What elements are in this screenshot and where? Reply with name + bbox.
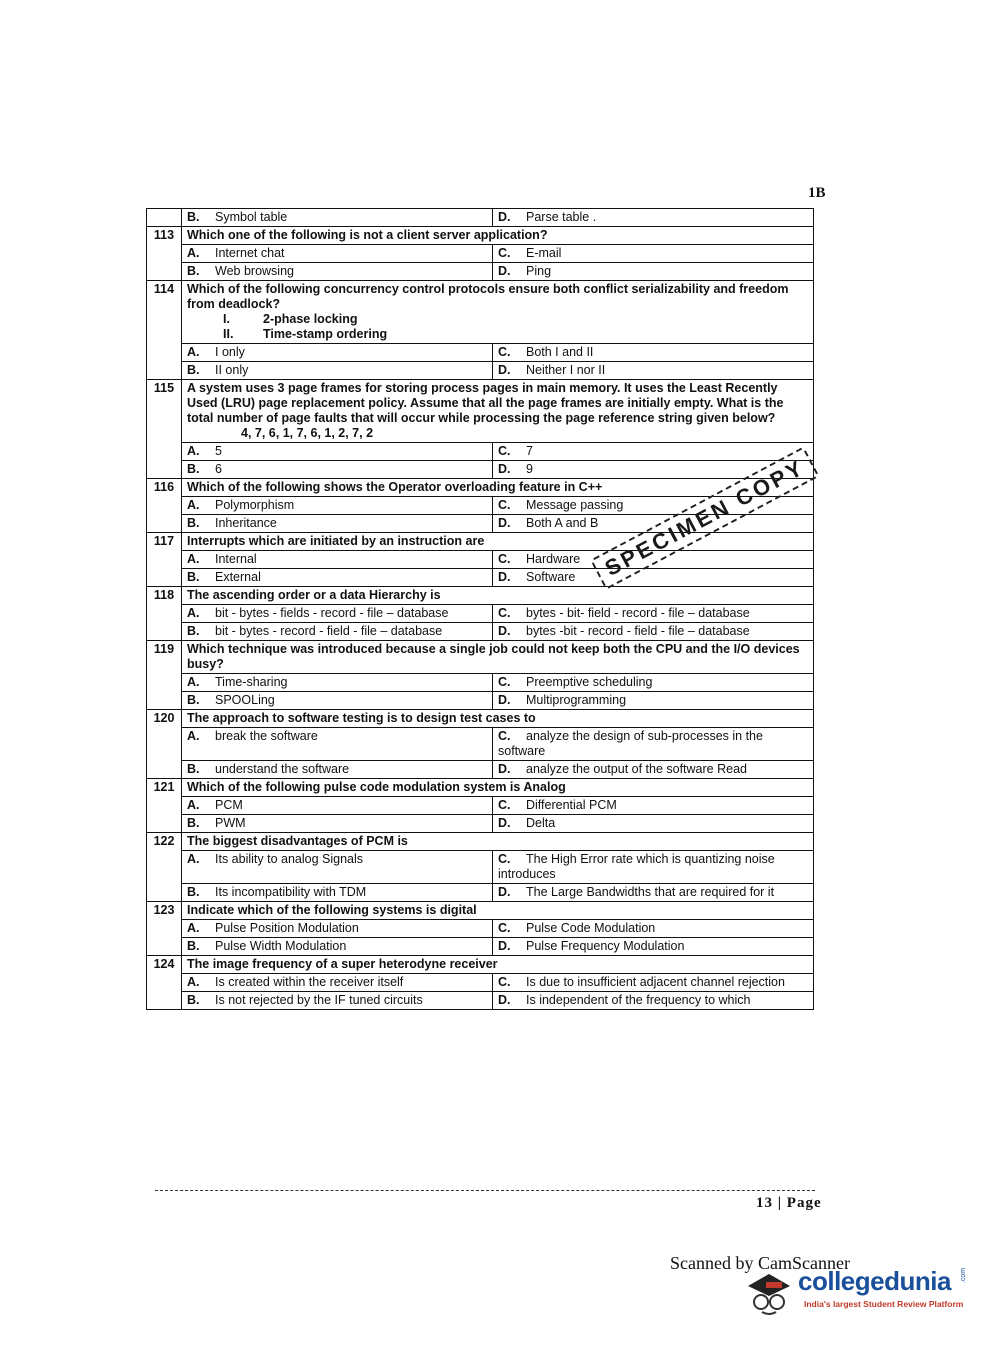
option-text: Inheritance	[215, 516, 277, 530]
option-label: D.	[498, 624, 511, 638]
answer-option	[182, 245, 493, 263]
option-label: A.	[187, 345, 200, 359]
option-label: C.	[498, 729, 511, 743]
option-row	[147, 623, 814, 641]
option-row	[147, 344, 814, 362]
option-label: D.	[498, 264, 511, 278]
question-number: 118	[147, 587, 182, 641]
option-row	[147, 938, 814, 956]
option-row	[147, 245, 814, 263]
answer-option	[182, 728, 493, 761]
option-text: Both A and B	[526, 516, 599, 530]
question-number: 119	[147, 641, 182, 710]
answer-option	[493, 623, 814, 641]
option-row	[147, 992, 814, 1010]
question-stem: Which of the following pulse code modulation system is Analog	[187, 780, 566, 794]
answer-option	[493, 974, 814, 992]
option-text: The High Error rate which is quantizing noise introduces	[498, 852, 775, 881]
option-label: C.	[498, 852, 511, 866]
answer-option	[182, 344, 493, 362]
answer-option	[182, 674, 493, 692]
question-row	[147, 902, 814, 920]
option-text: Delta	[526, 816, 556, 830]
answer-option	[182, 569, 493, 587]
option-label: C.	[498, 246, 511, 260]
question-stem: Indicate which of the following systems is digital	[187, 903, 477, 917]
option-label: B.	[187, 363, 200, 377]
option-text: Is due to insufficient adjacent channel rejection	[526, 975, 785, 989]
question-row	[147, 956, 814, 974]
question-text	[182, 641, 814, 674]
option-text: Pulse Width Modulation	[215, 939, 347, 953]
option-label: D.	[498, 570, 511, 584]
option-label: B.	[187, 939, 200, 953]
question-row	[147, 710, 814, 728]
question-number: 116	[147, 479, 182, 533]
question-row	[147, 281, 814, 344]
answer-option	[493, 884, 814, 902]
option-text: II only	[215, 363, 249, 377]
option-text: 9	[526, 462, 533, 476]
answer-option	[493, 362, 814, 380]
question-stem: The approach to software testing is to design test cases to	[187, 711, 536, 725]
answer-option	[182, 692, 493, 710]
page-number: 13 | Page	[756, 1195, 822, 1211]
option-text: Ping	[526, 264, 552, 278]
question-row	[147, 587, 814, 605]
option-row	[147, 692, 814, 710]
question-row	[147, 641, 814, 674]
option-row	[147, 362, 814, 380]
option-label: D.	[498, 462, 511, 476]
option-row	[147, 728, 814, 761]
answer-option	[493, 728, 814, 761]
question-row	[147, 227, 814, 245]
answer-option	[493, 245, 814, 263]
question-number: 113	[147, 227, 182, 281]
option-label: C.	[498, 552, 511, 566]
option-label: B.	[187, 693, 200, 707]
option-label: D.	[498, 363, 511, 377]
answer-option	[493, 443, 814, 461]
option-label: A.	[187, 498, 200, 512]
option-text: Web browsing	[215, 264, 294, 278]
question-stem: The biggest disadvantages of PCM is	[187, 834, 408, 848]
question-stem: The image frequency of a super heterodyne receiver	[187, 957, 498, 971]
option-text: analyze the design of sub-processes in the software	[498, 729, 763, 758]
option-text: bit - bytes - fields - record - file – database	[215, 606, 449, 620]
option-text: Its incompatibility with TDM	[215, 885, 367, 899]
option-text: Internal	[215, 552, 257, 566]
option-text: bytes - bit- field - record - file – database	[526, 606, 750, 620]
question-number: 122	[147, 833, 182, 902]
answer-option	[493, 344, 814, 362]
option-label: B.	[187, 516, 200, 530]
question-number: 114	[147, 281, 182, 380]
option-text: Hardware	[526, 552, 581, 566]
option-label: B.	[187, 624, 200, 638]
option-text: Is independent of the frequency to which	[526, 993, 751, 1007]
answer-option	[182, 761, 493, 779]
answer-option	[493, 992, 814, 1010]
answer-option	[182, 497, 493, 515]
answer-option	[182, 263, 493, 281]
option-text: Differential PCM	[526, 798, 617, 812]
question-number: 120	[147, 710, 182, 779]
answer-option	[182, 515, 493, 533]
answer-option	[182, 920, 493, 938]
answer-option	[493, 815, 814, 833]
option-row	[147, 674, 814, 692]
option-label: D.	[498, 693, 511, 707]
option-label: A.	[187, 729, 200, 743]
question-text	[182, 227, 814, 245]
option-label: B.	[187, 264, 200, 278]
option-text: Polymorphism	[215, 498, 295, 512]
option-row	[147, 569, 814, 587]
answer-option	[182, 362, 493, 380]
question-text	[182, 902, 814, 920]
option-text: SPOOLing	[215, 693, 275, 707]
option-row	[147, 263, 814, 281]
question-number: 121	[147, 779, 182, 833]
option-row	[147, 851, 814, 884]
question-number: 117	[147, 533, 182, 587]
option-row	[147, 761, 814, 779]
option-b: B. Symbol table	[182, 209, 493, 227]
option-text: Multiprogramming	[526, 693, 627, 707]
question-stem: Which of the following concurrency control protocols ensure both conflict serializability and freedom from deadlock?	[187, 282, 789, 311]
scanner-watermark: Scanned by CamScanner	[670, 1253, 850, 1273]
option-label: B.	[187, 885, 200, 899]
logo-tagline: India's largest Student Review Platform	[804, 1299, 964, 1309]
logo-suffix: .com	[960, 1267, 968, 1284]
answer-option	[493, 761, 814, 779]
option-label: C.	[498, 675, 511, 689]
option-row	[147, 884, 814, 902]
option-text: analyze the output of the software Read	[526, 762, 747, 776]
option-row	[147, 443, 814, 461]
question-stem: A system uses 3 page frames for storing process pages in main memory. It uses the Least Recently Used (LRU) page replacement policy. Assume that all the page frames are initially empty. What is the total number of page faults that will occur while processing the page reference string given below?	[187, 381, 784, 425]
option-label: C.	[498, 921, 511, 935]
option-label: B.	[187, 993, 200, 1007]
option-text: Time-sharing	[215, 675, 288, 689]
question-stem: Interrupts which are initiated by an instruction are	[187, 534, 485, 548]
option-text: Is created within the receiver itself	[215, 975, 404, 989]
question-row	[147, 779, 814, 797]
option-label: A.	[187, 246, 200, 260]
option-text: Pulse Frequency Modulation	[526, 939, 685, 953]
question-text	[182, 710, 814, 728]
option-label: C.	[498, 345, 511, 359]
option-label: B.	[187, 570, 200, 584]
option-text: PCM	[215, 798, 243, 812]
option-label: B.	[187, 762, 200, 776]
option-text: Pulse Code Modulation	[526, 921, 656, 935]
option-text: Neither I nor II	[526, 363, 606, 377]
question-number	[147, 209, 182, 227]
option-text: PWM	[215, 816, 246, 830]
option-text: E-mail	[526, 246, 562, 260]
option-label: A.	[187, 444, 200, 458]
answer-option	[182, 605, 493, 623]
option-text: bytes -bit - record - field - file – database	[526, 624, 750, 638]
answer-option	[493, 674, 814, 692]
answer-option	[493, 938, 814, 956]
question-stem: Which of the following shows the Operator overloading feature in C++	[187, 480, 603, 494]
option-label: C.	[498, 444, 511, 458]
option-row	[147, 815, 814, 833]
sub-statement: II. Time-stamp ordering	[223, 327, 388, 341]
option-text: 6	[215, 462, 222, 476]
option-label: A.	[187, 552, 200, 566]
option-row	[147, 920, 814, 938]
option-text: The Large Bandwidths that are required for it	[526, 885, 775, 899]
option-text: 7	[526, 444, 533, 458]
option-text: I only	[215, 345, 245, 359]
answer-option	[493, 797, 814, 815]
question-stem: The ascending order or a data Hierarchy is	[187, 588, 441, 602]
option-label: A.	[187, 798, 200, 812]
option-row	[147, 461, 814, 479]
answer-option	[493, 851, 814, 884]
option-label: D.	[498, 939, 511, 953]
specimen-stamp: SPECIMEN COPY	[590, 419, 883, 613]
option-row	[147, 797, 814, 815]
question-number: 124	[147, 956, 182, 1010]
option-text: break the software	[215, 729, 318, 743]
answer-option	[182, 443, 493, 461]
option-label: D.	[498, 516, 511, 530]
question-number: 115	[147, 380, 182, 479]
option-label: A.	[187, 606, 200, 620]
answer-option	[182, 992, 493, 1010]
collegedunia-logo	[742, 1258, 972, 1318]
answer-option	[493, 605, 814, 623]
question-row	[147, 380, 814, 443]
option-text: External	[215, 570, 261, 584]
answer-option	[493, 263, 814, 281]
answer-option	[493, 692, 814, 710]
option-label: C.	[498, 606, 511, 620]
option-label: D.	[498, 885, 511, 899]
option-d: D. Parse table .	[493, 209, 814, 227]
answer-option	[182, 851, 493, 884]
answer-option	[182, 815, 493, 833]
option-text: Both I and II	[526, 345, 594, 359]
option-label: A.	[187, 675, 200, 689]
reference-string: 4, 7, 6, 1, 7, 6, 1, 2, 7, 2	[241, 426, 374, 440]
question-stem: Which technique was introduced because a single job could not keep both the CPU and the I/O devices busy?	[187, 642, 800, 671]
answer-option	[182, 938, 493, 956]
option-label: D.	[498, 762, 511, 776]
question-row	[147, 833, 814, 851]
option-label: C.	[498, 975, 511, 989]
paper-code: 1B	[808, 185, 826, 201]
answer-option	[182, 797, 493, 815]
option-label: D.	[498, 816, 511, 830]
option-text: Is not rejected by the IF tuned circuits	[215, 993, 423, 1007]
question-text	[182, 779, 814, 797]
option-label: B.	[187, 816, 200, 830]
option-text: Pulse Position Modulation	[215, 921, 359, 935]
answer-option	[182, 884, 493, 902]
question-text	[182, 956, 814, 974]
option-label: A.	[187, 975, 200, 989]
question-text	[182, 281, 814, 344]
footer-rule	[155, 1190, 815, 1191]
option-text: Its ability to analog Signals	[215, 852, 364, 866]
option-label: A.	[187, 852, 200, 866]
option-label: C.	[498, 798, 511, 812]
option-text: understand the software	[215, 762, 350, 776]
question-stem: Which one of the following is not a client server application?	[187, 228, 548, 242]
option-label: B.	[187, 462, 200, 476]
table-row	[147, 209, 814, 227]
answer-option	[182, 551, 493, 569]
option-text: Software	[526, 570, 576, 584]
question-table	[146, 208, 814, 1010]
option-row	[147, 974, 814, 992]
answer-option	[182, 974, 493, 992]
option-label: A.	[187, 921, 200, 935]
option-text: 5	[215, 444, 222, 458]
answer-option	[493, 920, 814, 938]
option-text: Internet chat	[215, 246, 285, 260]
option-row	[147, 605, 814, 623]
option-label: D.	[498, 993, 511, 1007]
question-text	[182, 587, 814, 605]
sub-statement: I. 2-phase locking	[223, 312, 358, 326]
option-text: Message passing	[526, 498, 624, 512]
question-text	[182, 833, 814, 851]
question-text	[182, 380, 814, 443]
answer-option	[182, 623, 493, 641]
mascot-icon	[742, 1266, 796, 1318]
logo-wordmark: collegedunia	[798, 1266, 951, 1296]
question-number: 123	[147, 902, 182, 956]
option-text: Preemptive scheduling	[526, 675, 653, 689]
option-label: C.	[498, 498, 511, 512]
option-text: bit - bytes - record - field - file – database	[215, 624, 443, 638]
answer-option	[182, 461, 493, 479]
